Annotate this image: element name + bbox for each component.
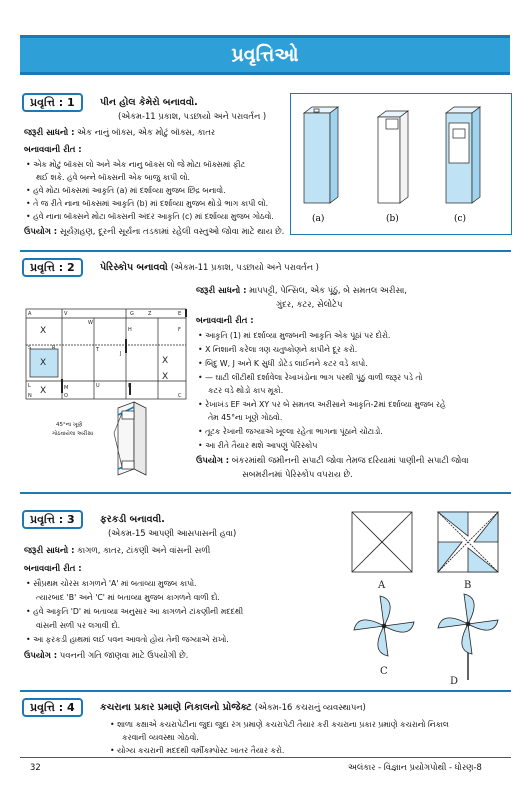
activity-4-step: કરવાની વ્યવસ્થા ગોઠવો. xyxy=(122,733,199,742)
fig-label-B: B xyxy=(464,580,472,591)
periscope-figure xyxy=(22,283,194,478)
cut-mark: X xyxy=(40,358,47,368)
activity-2-step: • આકૃતિ (1) માં દર્શાવ્યા મુજબની આકૃતિ એક પૂંઠાં પર દોરો. xyxy=(198,331,391,340)
vertex-label: A xyxy=(28,311,32,317)
activity-3-materials: કાગળ, કાતર, ટાંકણી અને વાંસની સળી xyxy=(77,545,211,555)
section-title: પ્રવૃત્તિઓ xyxy=(231,44,299,66)
activity-2-use-label: ઉપયોગ : xyxy=(196,455,230,465)
big-box-figure-a xyxy=(304,107,338,203)
pinwheel-figure xyxy=(342,508,512,688)
vertex-label: L xyxy=(28,383,31,389)
fig-label-A: A xyxy=(378,580,386,591)
activity-2-title: પેરિસ્કોપ બનાવવો xyxy=(100,262,168,273)
activity-2-step: • રેખાખંડ EF અને XY પર બે સમતલ અરીસાને આકૃતિ-2માં દર્શાવ્યા મુજબ રહે xyxy=(198,400,446,409)
pinwheel-c xyxy=(354,596,414,656)
activity-2-materials-label: જરૂરી સાધનો : xyxy=(196,285,247,295)
cut-mark: X xyxy=(40,386,47,396)
vertex-label: T xyxy=(96,347,100,353)
assembled-periscope xyxy=(114,402,146,475)
activity-2-tag: પ્રવૃત્તિ : 2 xyxy=(22,258,83,277)
activity-3-tag: પ્રવૃત્તિ : 3 xyxy=(22,510,83,529)
divider xyxy=(20,690,511,692)
activity-1-step: • એક મોટું બૉક્સ લો અને એક નાનુ બૉક્સ લો જે મોટા બૉક્સમાં ફીટ xyxy=(26,160,246,169)
activity-1-use: સૂર્યગ્રહણ, દૂરની સૂર્યના તડકામાં રહેલી વસ્તુઓ જોવા માટે થાય છે. xyxy=(59,226,285,236)
mirror-angle-note-2: ગોઠવાયેલા અરીસા xyxy=(52,431,94,437)
activity-3-step: વાંસની સળી પર લગાવી દો. xyxy=(36,621,121,630)
activity-3-use: પવનની ગતિ જાણવા માટે ઉપયોગી છે. xyxy=(59,650,189,660)
vertex-label: O xyxy=(64,393,68,399)
activity-2-ref: (એકમ-11 પ્રકાશ, પડછાયો અને પરાવર્તન ) xyxy=(170,262,319,272)
fig-label-c: (c) xyxy=(454,214,467,224)
activity-2-step: • આ રીતે તૈયાર થશે આપણું પેરિસ્કોપ xyxy=(198,441,318,450)
activity-3-title: ફરકડી બનાવવી. xyxy=(100,514,165,525)
activity-3-step: ત્યારબાદ 'B' અને 'C' માં બતાવ્યા મુજબ કાગળને વાળી દો. xyxy=(36,593,220,602)
footer-rule xyxy=(20,757,511,758)
section-banner xyxy=(20,35,510,75)
activity-3-step: • હવે આકૃતિ 'D' માં બતાવ્યા અનુસાર આ કાગળને ટાંકણીની મદદથી xyxy=(26,607,244,616)
vertex-label: H xyxy=(128,327,132,333)
fig-label-a: (a) xyxy=(312,214,325,224)
small-box-figure-b xyxy=(378,111,408,203)
activity-1-method-label: બનાવવાની રીત : xyxy=(24,144,82,154)
vertex-label: Z xyxy=(148,311,152,317)
divider xyxy=(20,250,511,252)
vertex-label: K xyxy=(128,383,132,389)
activity-2-step: કટર વડે થોડો કાપ મૂકો. xyxy=(208,386,284,395)
activity-1-step: • તે જ રીતે નાના બૉક્સમાં આકૃતિ (b) માં દર્શાવ્યા મુજબ થોડો ભાગ કાપી લો. xyxy=(26,199,269,208)
fig-label-C: C xyxy=(380,666,388,677)
activity-3-step: • સૌપ્રથમ ચોરસ કાગળને 'A' માં બતાવ્યા મુજબ કાપો. xyxy=(26,579,197,588)
activity-2-step: • X નિશાની કરેલા ત્રણ ચતુષ્કોણને કાપીને દૂર કરો. xyxy=(198,345,358,354)
fig-label-b: (b) xyxy=(386,214,399,224)
vertex-label: V xyxy=(64,311,68,317)
cut-mark: X xyxy=(40,326,47,336)
mirror-angle-note: 45°ના ખૂણે xyxy=(56,422,83,428)
activity-2-use-2: સબમરીનમાં પેરિસ્કોપ વપરાય છે. xyxy=(242,469,353,479)
activity-4-tag: પ્રવૃત્તિ : 4 xyxy=(22,698,83,717)
vertex-label: G xyxy=(130,311,134,317)
vertex-label: N xyxy=(28,393,32,399)
fig-label-D: D xyxy=(450,676,459,687)
vertex-label: J xyxy=(120,351,122,357)
cut-mark: X xyxy=(162,372,169,382)
pinhole-camera-figure xyxy=(290,93,512,235)
pinwheel-d xyxy=(438,594,498,680)
activity-2-method-label: બનાવવાની રીત : xyxy=(196,315,254,325)
cut-mark: X xyxy=(162,356,169,366)
activity-2-step: • તૂટક રેખાની જગ્યાએ ખૂલ્લા રહેતા ભાગના પૂંઠાને ચોંટાડો. xyxy=(198,427,383,436)
activity-3-method-label: બનાવવાની રીત : xyxy=(24,563,82,573)
activity-2-step: • — ઘાટી લીટીથી દર્શાવેલા રેખાખંડોના ભાગ પરથી પૂંઠું વાળી જરૂર પડે તો xyxy=(198,373,423,382)
vertex-label: S xyxy=(28,345,32,351)
activity-1-title: પીન હોલ કેમેરો બનાવવો. xyxy=(100,97,198,108)
vertex-label: C xyxy=(178,393,182,399)
page-number: 32 xyxy=(30,762,41,772)
activity-4-step: • શાળા કક્ષાએ કચરાપેટીના જુદા જુદા રંગ પ્રમાણે કચરાપેટી તૈયાર કરી કચરાના પ્રકાર પ્રમાણે કચરાનો નિકાલ xyxy=(110,720,449,729)
activity-1-use-label: ઉપયોગ : xyxy=(24,226,58,236)
activity-1-materials: એક નાનું બૉક્સ, એક મોટું બૉક્સ, કાતર xyxy=(77,127,216,137)
activity-1-step: • હવે મોટા બૉક્સમાં આકૃતિ (a) માં દર્શાવ્યા મુજબ છિદ્ર બનાવો. xyxy=(26,186,226,195)
vertex-label: M xyxy=(64,385,69,391)
activity-1-step: • હવે નાના બૉક્સને મોટા બૉક્સની અંદર આકૃતિ (c) માં દર્શાવ્યા મુજબ ગોઠવો. xyxy=(26,212,274,221)
activity-3-step: • આ ફરકડી હાથમાં લઈ પવન આવતો હોય તેની જગ્યાએ રાખો. xyxy=(26,635,229,644)
activity-3-ref: (એકમ-15 આપણી આસપાસની હવા) xyxy=(108,528,237,538)
activity-4-ref: (એકમ-16 કચરાનું વ્યવસ્થાપન) xyxy=(254,702,366,712)
activity-2-materials-2: ગુંદર, કટર, સેલોટેપ xyxy=(276,299,343,309)
activity-4-step: • યોગ્ય કચરાની મદદથી વર્મીકમ્પોસ્ટ ખાતર તૈયાર કરો. xyxy=(110,746,285,755)
activity-2-use-1: બંકરમાંથી જમીનની સપાટી જોવા તેમજ દરિયામાં પાણીની સપાટી જોવા xyxy=(231,455,469,465)
activity-2-step: • બિંદુ W, J અને K સુધી ડોટેડ લાઈનને કટર વડે કાપો. xyxy=(198,359,368,368)
vertex-label: E xyxy=(178,311,182,317)
divider xyxy=(20,492,511,494)
activity-3-use-label: ઉપયોગ : xyxy=(24,650,58,660)
activity-3-materials-label: જરૂરી સાધનો : xyxy=(24,545,75,555)
activity-2-materials-1: માપપટ્ટી, પેન્સિલ, એક પૂંઠું, બે સમતલ અરીસા, xyxy=(249,285,407,295)
vertex-label: F xyxy=(178,327,181,333)
activity-1-materials-label: જરૂરી સાધનો : xyxy=(24,127,75,137)
activity-4-title: કચરાના પ્રકાર પ્રમાણે નિકાલનો પ્રોજેક્ટ xyxy=(100,702,252,713)
book-title: અલંકાર - વિજ્ઞાન પ્રયોગપોથી - ધોરણ-8 xyxy=(348,762,482,772)
activity-1-ref: (એકમ-11 પ્રકાશ, પડછાયો અને પરાવર્તન ) xyxy=(118,111,267,121)
activity-1-step: થઈ શકે. હવે બન્ને બૉક્સની એક બાજુ કાપી લો. xyxy=(36,173,191,182)
activity-2-step: તેમ 45°ના ખૂણે ગોઠવો. xyxy=(208,413,283,422)
activity-1-tag: પ્રવૃત્તિ : 1 xyxy=(22,93,83,112)
combined-box-figure-c xyxy=(446,107,480,203)
vertex-label: W xyxy=(88,320,93,326)
vertex-label: U xyxy=(96,383,100,389)
vertex-label: R xyxy=(52,345,56,351)
